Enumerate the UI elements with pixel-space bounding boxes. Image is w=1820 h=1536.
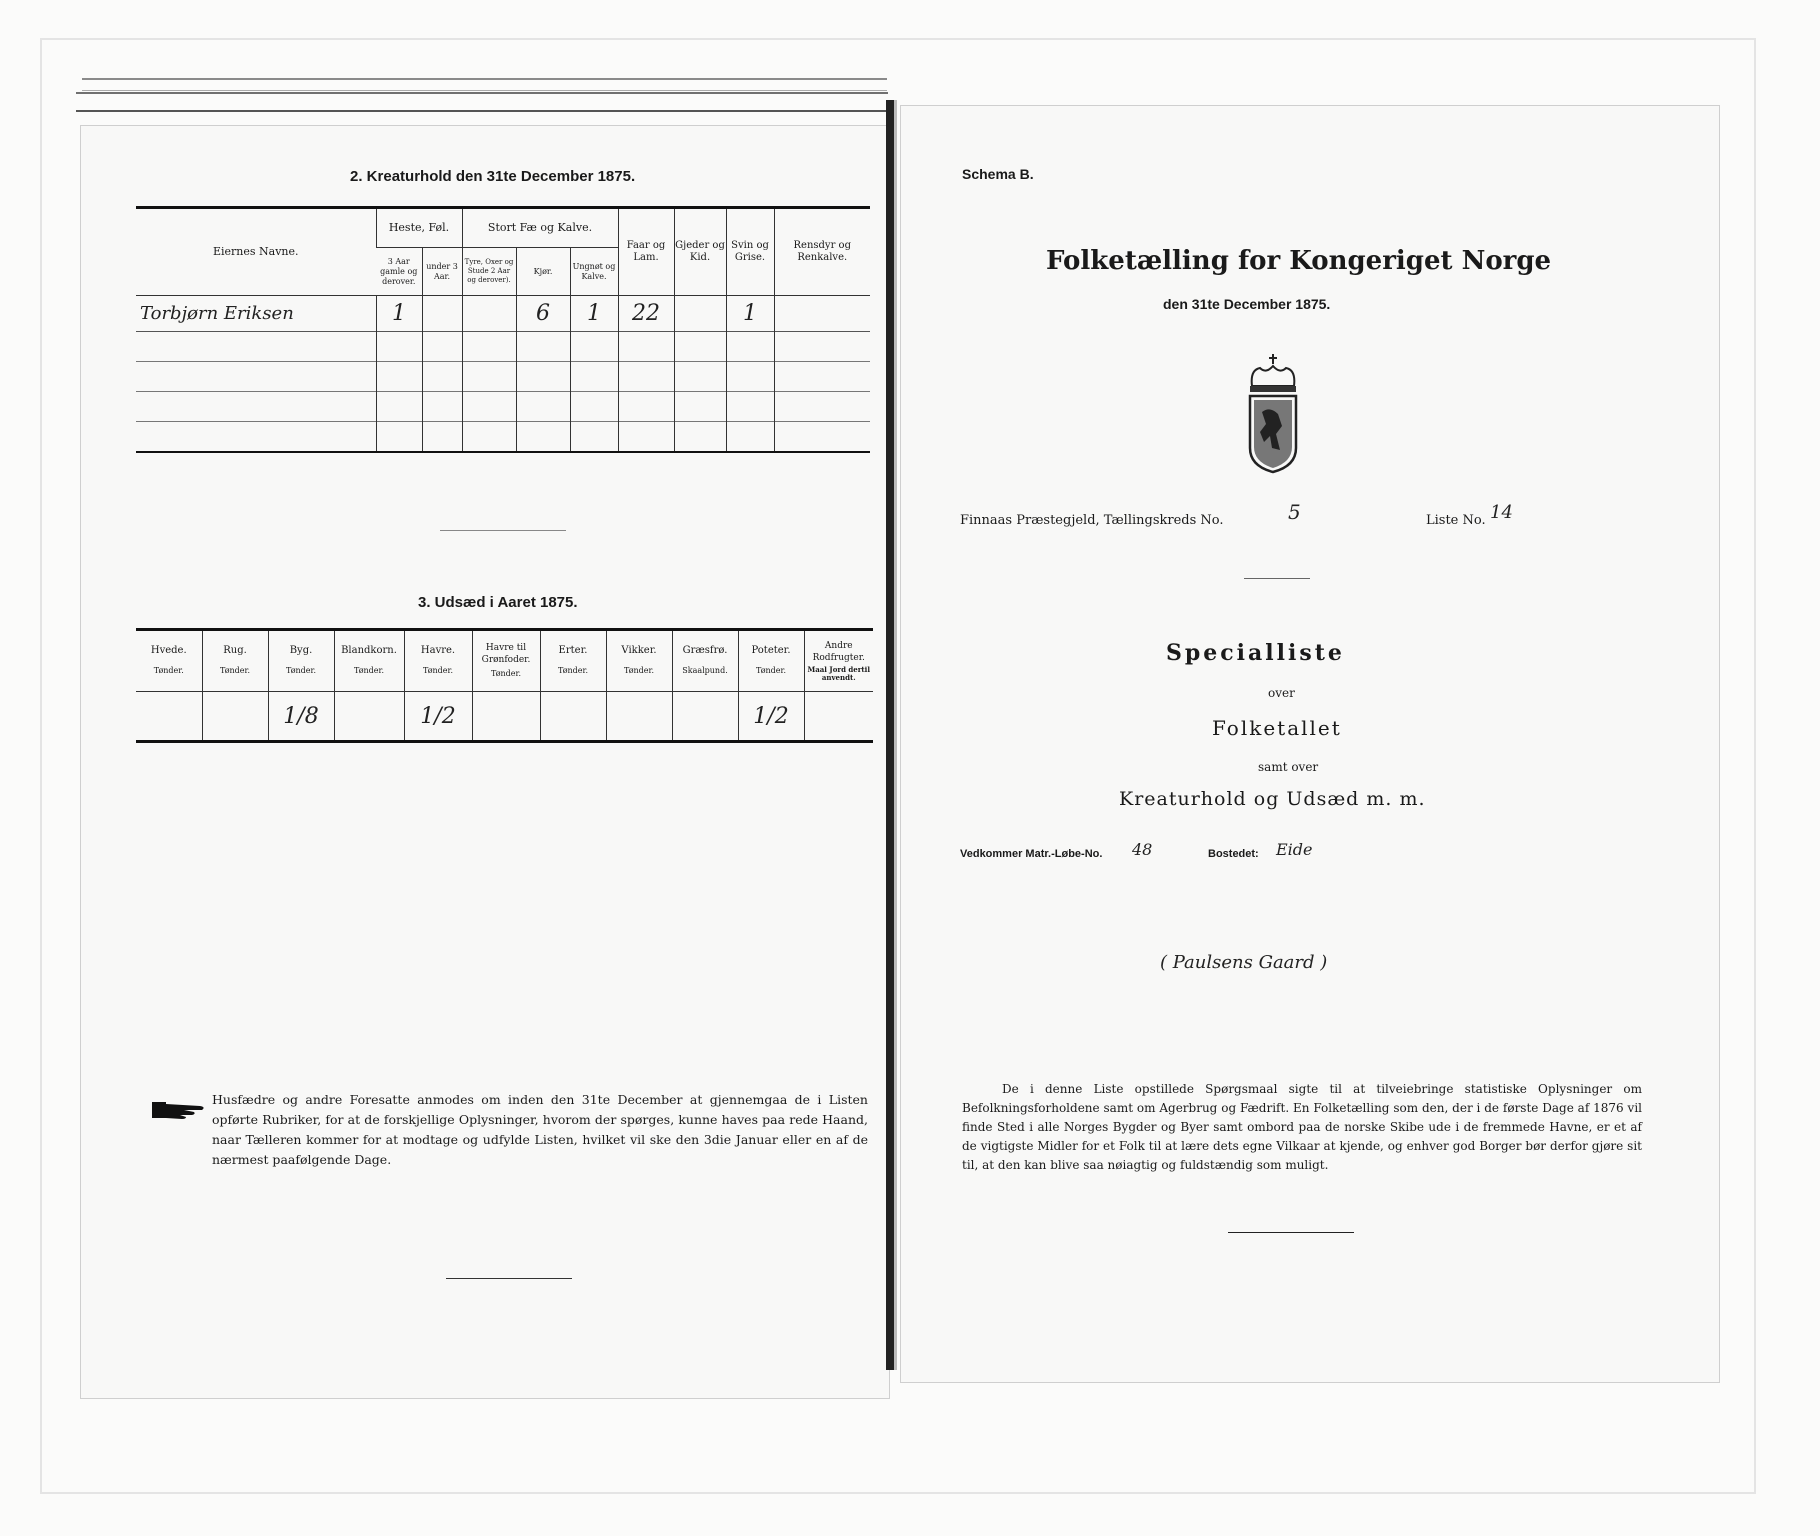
samt-over-label: samt over bbox=[1258, 760, 1319, 774]
table-row bbox=[136, 362, 870, 392]
specialliste-heading: Specialliste bbox=[1166, 640, 1345, 666]
divider bbox=[1228, 1232, 1354, 1233]
sow-value-4 bbox=[334, 692, 404, 742]
col-stort-fae: Stort Fæ og Kalve. bbox=[462, 208, 618, 248]
sow-header-1: Hvede. Tønder. bbox=[150, 645, 187, 675]
cell-svin: 1 bbox=[726, 296, 774, 332]
col-owner: Eiernes Navne. bbox=[136, 208, 376, 296]
kreaturhold-heading: Kreaturhold og Udsæd m. m. bbox=[1119, 788, 1426, 810]
page-stack-edge bbox=[76, 110, 888, 120]
sow-value-6 bbox=[472, 692, 540, 742]
sow-header-5: Havre. Tønder. bbox=[404, 630, 472, 692]
bosted-label: Bostedet: bbox=[1208, 848, 1259, 860]
book-spine bbox=[886, 100, 894, 1370]
col-gjeder: Gjeder og Kid. bbox=[674, 208, 726, 296]
sow-header-4: Blandkorn. Tønder. bbox=[334, 630, 404, 692]
cell-ungnot: 1 bbox=[570, 296, 618, 332]
sub-ungnot: Ungnøt og Kalve. bbox=[570, 248, 618, 296]
sow-header-9: Græsfrø. Skaalpund. bbox=[672, 630, 738, 692]
folketallet-heading: Folketallet bbox=[1212, 716, 1342, 740]
cell-heste-young bbox=[422, 296, 462, 332]
sow-header-11: Andre Rodfrugter. Maal Jord dertil anvendt. bbox=[804, 630, 873, 692]
cell-tyre bbox=[462, 296, 516, 332]
col-svin: Svin og Grise. bbox=[726, 208, 774, 296]
sowing-table bbox=[136, 628, 873, 743]
table-row bbox=[136, 422, 870, 452]
col-faar: Faar og Lam. bbox=[618, 208, 674, 296]
book-spine-edge bbox=[894, 100, 897, 1370]
matr-label: Vedkommer Matr.-Løbe-No. bbox=[960, 848, 1103, 860]
sub-heste-young: under 3 Aar. bbox=[422, 248, 462, 296]
cell-kjor: 6 bbox=[516, 296, 570, 332]
bosted-value: Eide bbox=[1276, 840, 1313, 859]
cell-faar: 22 bbox=[618, 296, 674, 332]
table-row bbox=[136, 392, 870, 422]
liste-label: Liste No. bbox=[1426, 513, 1486, 528]
col-heste: Heste, Føl. bbox=[376, 208, 462, 248]
schema-label: Schema B. bbox=[962, 166, 1034, 182]
cell-rensdyr bbox=[774, 296, 870, 332]
livestock-title: 2. Kreaturhold den 31te December 1875. bbox=[350, 168, 636, 185]
cell-gjeder bbox=[674, 296, 726, 332]
notice-text: Husfædre og andre Foresatte anmodes om inden den 31te December at gjennemgaa de i Listen opførte Rubriker, for at de forskjellige Oplysninger, hvorom der spørges, kunne haves paa rede Haand, naar Tælleren kommer for at modtage og udfylde Listen, hvilket vil ske den 3die Januar eller en af de nærmest paafølgende Dage. bbox=[212, 1092, 868, 1167]
divider bbox=[1244, 578, 1310, 579]
intro-paragraph: De i denne Liste opstillede Spørgsmaal sigte til at tilveiebringe statistiske Oplysninger om Befolkningsforholdene samt om Agerbrug og Fædrift. En Folketælling som den, der i de første Dage af 1876 vil finde Sted i alle Norges Bygder og Byer samt ombord paa de norske Skibe ude i de fremmede Havne, er et af de vigtigste Midler for et Folk til at lære dets egne Vilkaar at kjende, og enhver god Borger bør derfor gjøre sit til, at den kan blive saa nøiagtig og fuldstændig som muligt. bbox=[962, 1082, 1642, 1172]
parish-label: Finnaas Præstegjeld, Tællingskreds No. bbox=[960, 513, 1224, 528]
gaard-name: ( Paulsens Gaard ) bbox=[1160, 952, 1328, 973]
livestock-table bbox=[136, 206, 870, 453]
liste-number: 14 bbox=[1490, 502, 1513, 523]
kreds-number: 5 bbox=[1288, 500, 1301, 524]
sow-header-8: Vikker. Tønder. bbox=[606, 630, 672, 692]
pointing-hand-icon bbox=[150, 1098, 208, 1126]
sow-header-10: Poteter. Tønder. bbox=[738, 630, 804, 692]
sow-value-10: 1/2 bbox=[738, 692, 804, 742]
sub-heste-adult: 3 Aar gamle og derover. bbox=[376, 248, 422, 296]
sow-header-2: Rug. Tønder. bbox=[202, 630, 268, 692]
sow-value-2 bbox=[202, 692, 268, 742]
divider bbox=[440, 530, 566, 531]
page-stack-edge bbox=[76, 92, 888, 104]
sow-value-3: 1/8 bbox=[268, 692, 334, 742]
sow-header-6: Havre til Grønfoder. Tønder. bbox=[472, 630, 540, 692]
sow-value-5: 1/2 bbox=[404, 692, 472, 742]
page-stack-edge bbox=[82, 78, 887, 91]
table-row bbox=[136, 332, 870, 362]
sow-value-7 bbox=[540, 692, 606, 742]
sow-value-11 bbox=[804, 692, 873, 742]
title-date: den 31te December 1875. bbox=[1163, 296, 1331, 312]
sow-value-1 bbox=[136, 692, 202, 742]
sub-kjor: Kjør. bbox=[516, 248, 570, 296]
sow-header-3: Byg. Tønder. bbox=[268, 630, 334, 692]
norway-coat-of-arms-icon bbox=[1240, 352, 1306, 478]
cell-heste-adult: 1 bbox=[376, 296, 422, 332]
col-rensdyr: Rensdyr og Renkalve. bbox=[774, 208, 870, 296]
main-title: Folketælling for Kongeriget Norge bbox=[1046, 246, 1552, 276]
sowing-title: 3. Udsæd i Aaret 1875. bbox=[418, 594, 578, 611]
sow-value-8 bbox=[606, 692, 672, 742]
over-label: over bbox=[1268, 686, 1295, 700]
owner-name: Torbjørn Eriksen bbox=[140, 303, 294, 324]
sow-header-7: Erter. Tønder. bbox=[540, 630, 606, 692]
sub-tyre: Tyre, Oxer og Stude 2 Aar og derover). bbox=[462, 248, 516, 296]
sow-value-9 bbox=[672, 692, 738, 742]
divider bbox=[446, 1278, 572, 1279]
matr-number: 48 bbox=[1132, 840, 1153, 859]
